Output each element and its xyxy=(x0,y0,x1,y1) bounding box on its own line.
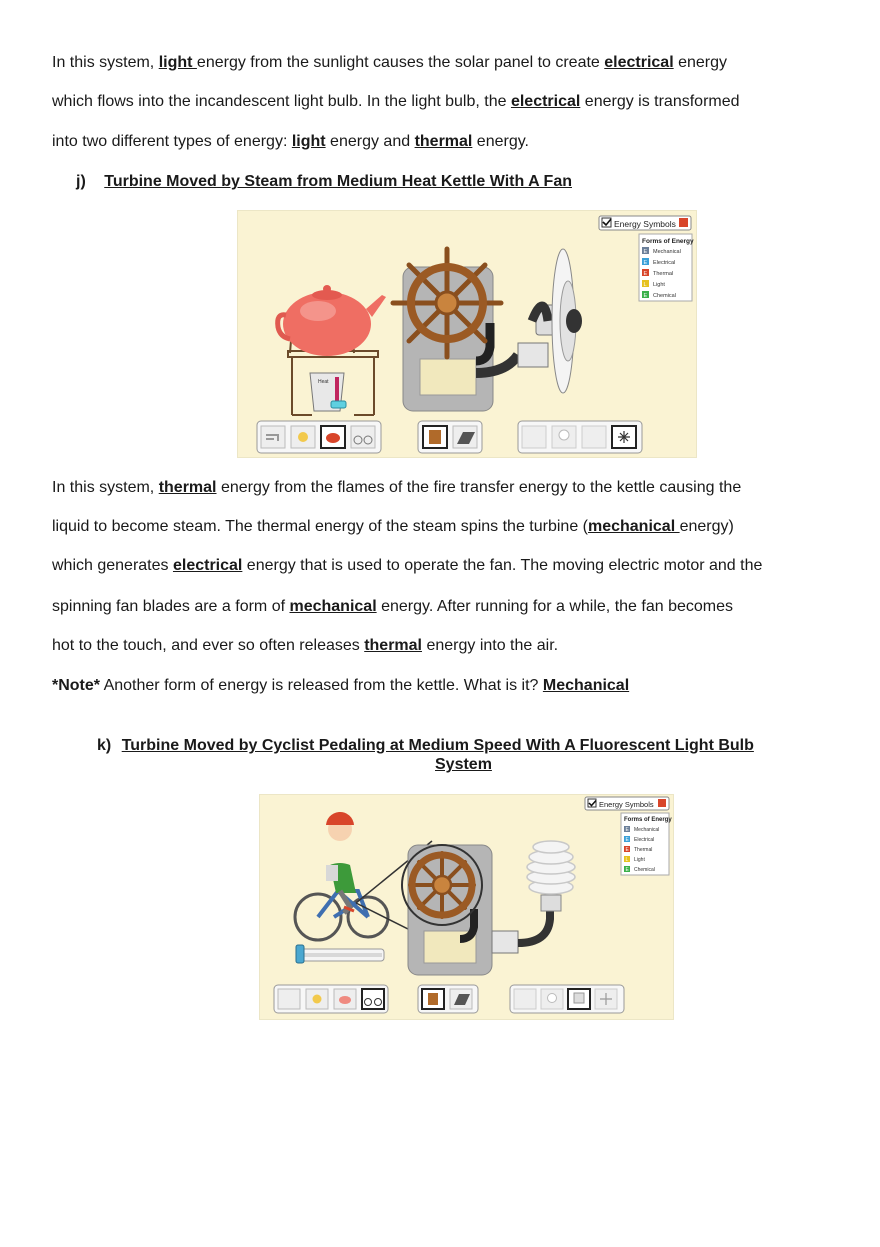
paragraph-j-line-2 xyxy=(52,518,734,536)
legend-item xyxy=(642,291,676,299)
faucet-button[interactable] xyxy=(261,426,285,448)
text: liquid to become steam. The thermal energy of the steam spins the turbine ( xyxy=(52,518,588,535)
keyword-thermal: thermal xyxy=(158,479,217,496)
paragraph-i-line-1 xyxy=(52,54,727,72)
legend-item xyxy=(624,826,659,833)
legend-item xyxy=(642,258,675,266)
text: energy and xyxy=(325,133,415,150)
energy-symbols-toggle[interactable] xyxy=(585,797,669,810)
legend-item xyxy=(642,280,665,288)
note-answer: Mechanical xyxy=(542,677,630,694)
legend-label: Electrical xyxy=(634,837,655,843)
text: In this system, xyxy=(52,54,159,71)
energy-symbol-icon xyxy=(679,218,688,227)
fluorescent-bulb-button[interactable] xyxy=(582,426,606,448)
bulb-icon xyxy=(548,994,557,1003)
legend-label: Mechanical xyxy=(653,249,681,255)
forms-of-energy-legend xyxy=(639,234,694,301)
text: hot to the touch, and ever so often releases xyxy=(52,637,365,654)
text: energy is transformed xyxy=(580,93,740,110)
legend-key: L xyxy=(643,282,647,288)
paragraph-j-line-5 xyxy=(52,637,558,655)
legend-label: Thermal xyxy=(634,847,653,853)
legend-label: Thermal xyxy=(653,271,674,277)
text: into two different types of energy: xyxy=(52,133,292,150)
sun-icon xyxy=(313,995,322,1004)
faucet-button[interactable] xyxy=(278,989,300,1009)
section-j-heading xyxy=(76,173,572,191)
keyword-electrical: electrical xyxy=(604,54,674,71)
section-k-heading xyxy=(97,737,754,755)
fan xyxy=(518,249,582,393)
section-letter: j) xyxy=(76,173,86,190)
note-label: *Note* xyxy=(52,677,101,694)
section-title-continued: System xyxy=(435,756,492,773)
kettle-icon xyxy=(339,996,351,1004)
legend-item xyxy=(624,866,655,873)
sun-icon xyxy=(298,432,308,442)
bulb-icon xyxy=(559,430,569,440)
bicycle-button[interactable] xyxy=(362,989,384,1009)
simulation-screenshot-k xyxy=(259,794,674,1020)
text: spinning fan blades are a form of xyxy=(52,598,290,615)
text: energy xyxy=(673,54,728,71)
user-toolbar xyxy=(510,985,624,1013)
generator-icon xyxy=(428,993,438,1005)
paragraph-j-line-3 xyxy=(52,557,762,575)
user-toolbar xyxy=(518,421,642,453)
paragraph-j-line-1 xyxy=(52,479,741,497)
heat-label: Heat xyxy=(318,379,329,385)
keyword-thermal: thermal xyxy=(414,133,473,150)
keyword-light: light xyxy=(158,54,197,71)
legend-key: E xyxy=(643,293,648,299)
text: energy from the sunlight causes the solar panel to create xyxy=(196,54,605,71)
legend-label: Electrical xyxy=(653,260,676,266)
text: energy that is used to operate the fan. The moving electric motor and the xyxy=(242,557,763,574)
legend-item xyxy=(624,846,652,853)
keyword-mechanical: mechanical xyxy=(289,598,377,615)
bicycle-button[interactable] xyxy=(351,426,375,448)
section-k-heading-line-2 xyxy=(435,756,492,774)
heat-burner[interactable] xyxy=(310,373,346,411)
water-button[interactable] xyxy=(514,989,536,1009)
cyclist xyxy=(295,812,388,940)
text: which generates xyxy=(52,557,173,574)
generator-icon xyxy=(429,430,441,444)
energy-symbol-icon xyxy=(658,799,666,807)
keyword-electrical: electrical xyxy=(172,557,243,574)
energy-symbols-toggle[interactable] xyxy=(599,216,691,230)
note-question: Another form of energy is released from the kettle. What is it? xyxy=(100,677,543,694)
legend-item xyxy=(624,856,645,863)
legend-key: E xyxy=(625,847,629,853)
legend-key: E xyxy=(625,827,629,833)
text: energy. xyxy=(472,133,529,150)
water-button[interactable] xyxy=(522,426,546,448)
legend-key: L xyxy=(625,857,629,863)
kettle-icon xyxy=(326,433,340,443)
legend-item xyxy=(642,247,681,255)
energy-symbols-label: Energy Symbols xyxy=(599,800,654,809)
slider-thumb[interactable] xyxy=(296,945,304,963)
legend-label: Light xyxy=(634,857,645,863)
legend-label: Light xyxy=(653,282,665,288)
fluorescent-bulb xyxy=(492,841,575,953)
source-toolbar xyxy=(257,421,381,453)
keyword-mechanical: mechanical xyxy=(587,518,680,535)
legend-label: Chemical xyxy=(634,867,655,873)
paragraph-i-line-2 xyxy=(52,93,740,111)
note-line xyxy=(52,677,629,695)
legend-item xyxy=(624,836,654,843)
source-toolbar xyxy=(274,985,388,1013)
simulation-screenshot-j xyxy=(237,210,697,458)
legend-label: Mechanical xyxy=(634,827,660,833)
keyword-electrical: electrical xyxy=(510,93,581,110)
section-title: Turbine Moved by Steam from Medium Heat Kettle With A Fan xyxy=(104,173,572,190)
turbine-wheel xyxy=(393,249,501,357)
paragraph-j-line-4 xyxy=(52,598,733,616)
text: energy) xyxy=(679,518,734,535)
legend-title: Forms of Energy xyxy=(642,238,694,245)
legend-key: E xyxy=(643,260,648,266)
forms-of-energy-legend xyxy=(621,813,672,875)
text: energy. After running for a while, the fan becomes xyxy=(376,598,733,615)
converter-toolbar xyxy=(418,985,478,1013)
section-letter: k) xyxy=(97,737,112,754)
legend-key: E xyxy=(625,837,629,843)
keyword-light: light xyxy=(291,133,326,150)
keyword-thermal: thermal xyxy=(364,637,422,654)
paragraph-i-line-3 xyxy=(52,133,529,151)
section-title: Turbine Moved by Cyclist Pedaling at Medium Speed With A Fluorescent Light Bulb xyxy=(121,737,754,754)
speed-slider[interactable] xyxy=(296,945,384,963)
text: which flows into the incandescent light bulb. In the light bulb, the xyxy=(52,93,511,110)
legend-key: E xyxy=(643,249,648,255)
fluorescent-icon xyxy=(574,993,584,1003)
turbine-wheel xyxy=(402,845,482,925)
text: energy into the air. xyxy=(422,637,559,654)
text: energy from the flames of the fire transfer energy to the kettle causing the xyxy=(216,479,742,496)
converter-toolbar xyxy=(418,421,482,453)
legend-label: Chemical xyxy=(653,293,676,299)
legend-key: E xyxy=(643,271,648,277)
legend-title: Forms of Energy xyxy=(624,817,672,823)
legend-key: E xyxy=(625,867,629,873)
energy-symbols-label: Energy Symbols xyxy=(614,219,676,229)
text: In this system, xyxy=(52,479,159,496)
legend-item xyxy=(642,269,673,277)
